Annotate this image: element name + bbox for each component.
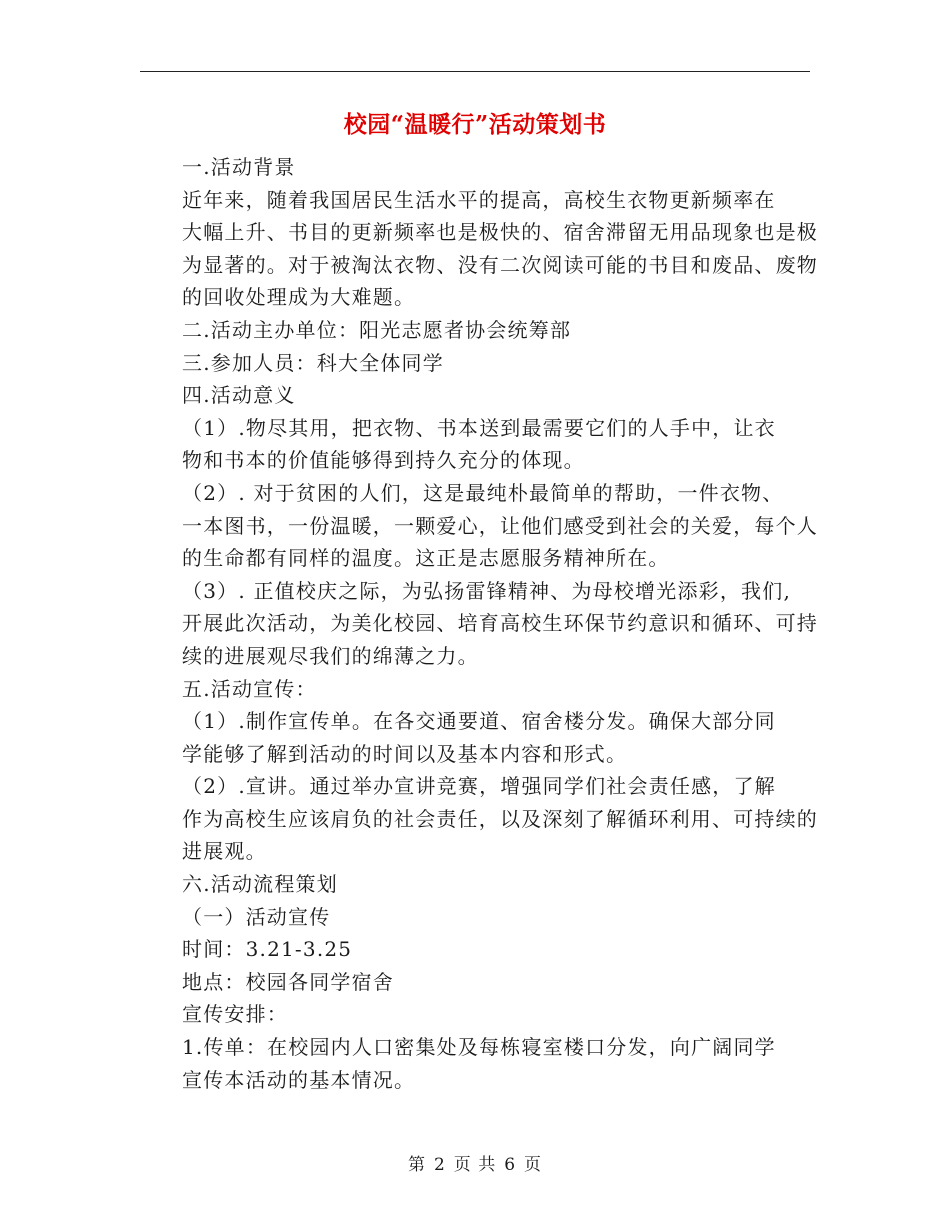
paragraph [142, 705, 818, 770]
paragraph [142, 477, 818, 575]
text-line: 一.活动背景 [182, 155, 296, 179]
text-line: 学能够了解到活动的时间以及基本内容和形式。 [182, 741, 628, 766]
document-body [142, 151, 818, 1096]
text-line: 三.参加人员：科大全体同学 [182, 350, 444, 375]
text-line: 近年来，随着我国居民生活水平的提高，高校生衣物更新频率在 [182, 187, 776, 212]
text-line: 的生命都有同样的温度。这正是志愿服务精神所在。 [182, 546, 670, 571]
text-line: 地点：校园各同学宿舍 [182, 969, 394, 994]
text-line: （2）. 对于贫困的人们，这是最纯朴最简单的帮助，一件衣物、 [182, 480, 784, 505]
paragraph [142, 770, 818, 868]
text-line: 宣传安排： [182, 1002, 288, 1027]
page-footer [0, 1153, 950, 1177]
footer-current-page: 2 [433, 1155, 446, 1175]
text-line: （2）.宣讲。通过举办宣讲竞赛，增强同学们社会责任感，了解 [182, 774, 776, 799]
paragraph [142, 347, 818, 380]
text-line: 续的进展观尽我们的绵薄之力。 [182, 643, 479, 668]
text-line: 六.活动流程策划 [182, 872, 338, 897]
text-line: （一）活动宣传 [182, 904, 331, 929]
paragraph [142, 868, 818, 901]
paragraph [142, 412, 818, 477]
text-line: 时间：3.21-3.25 [182, 937, 353, 962]
paragraph [142, 184, 818, 314]
text-line: 二.活动主办单位：阳光志愿者协会统筹部 [182, 317, 572, 342]
text-line: 物和书本的价值能够得到持久充分的体现。 [182, 448, 585, 473]
text-line: 宣传本活动的基本情况。 [182, 1067, 416, 1092]
paragraph [142, 966, 818, 999]
text-line: （3）. 正值校庆之际，为弘扬雷锋精神、为母校增光添彩，我们, [182, 578, 791, 603]
paragraph [142, 1031, 818, 1096]
paragraph [142, 314, 818, 347]
footer-total-pages: 6 [504, 1155, 517, 1175]
footer-middle: 页 共 [453, 1155, 497, 1175]
paragraph [142, 673, 818, 706]
text-line: 进展观。 [182, 839, 267, 864]
paragraph [142, 933, 818, 966]
text-line: 的回收处理成为大难题。 [182, 285, 416, 310]
footer-prefix: 第 [407, 1155, 426, 1175]
text-line: 大幅上升、书目的更新频率也是极快的、宿舍滞留无用品现象也是极 [182, 220, 818, 245]
text-line: 四.活动意义 [182, 383, 296, 408]
text-line: 一本图书，一份温暖，一颗爱心，让他们感受到社会的关爱，每个人 [182, 513, 818, 538]
paragraph [142, 379, 818, 412]
text-line: （1）.物尽其用，把衣物、书本送到最需要它们的人手中，让衣 [182, 415, 776, 440]
text-line: （1）.制作宣传单。在各交通要道、宿舍楼分发。确保大部分同 [182, 709, 776, 734]
paragraph [142, 901, 818, 934]
footer-suffix: 页 [524, 1155, 543, 1175]
header-rule [140, 71, 810, 72]
text-line: 为显著的。对于被淘汰衣物、没有二次阅读可能的书目和废品、废物 [182, 252, 818, 277]
paragraph [142, 575, 818, 673]
text-line: 五.活动宣传： [182, 676, 317, 701]
paragraph [142, 151, 818, 184]
text-line: 1.传单：在校园内人口密集处及每栋寝室楼口分发，向广阔同学 [182, 1035, 776, 1060]
text-line: 开展此次活动，为美化校园、培育高校生环保节约意识和循环、可持 [182, 611, 818, 636]
text-line: 作为高校生应该肩负的社会责任，以及深刻了解循环利用、可持续的 [182, 806, 818, 831]
document-title: 校园“温暖行”活动策划书 [343, 111, 607, 138]
paragraph [142, 998, 818, 1031]
